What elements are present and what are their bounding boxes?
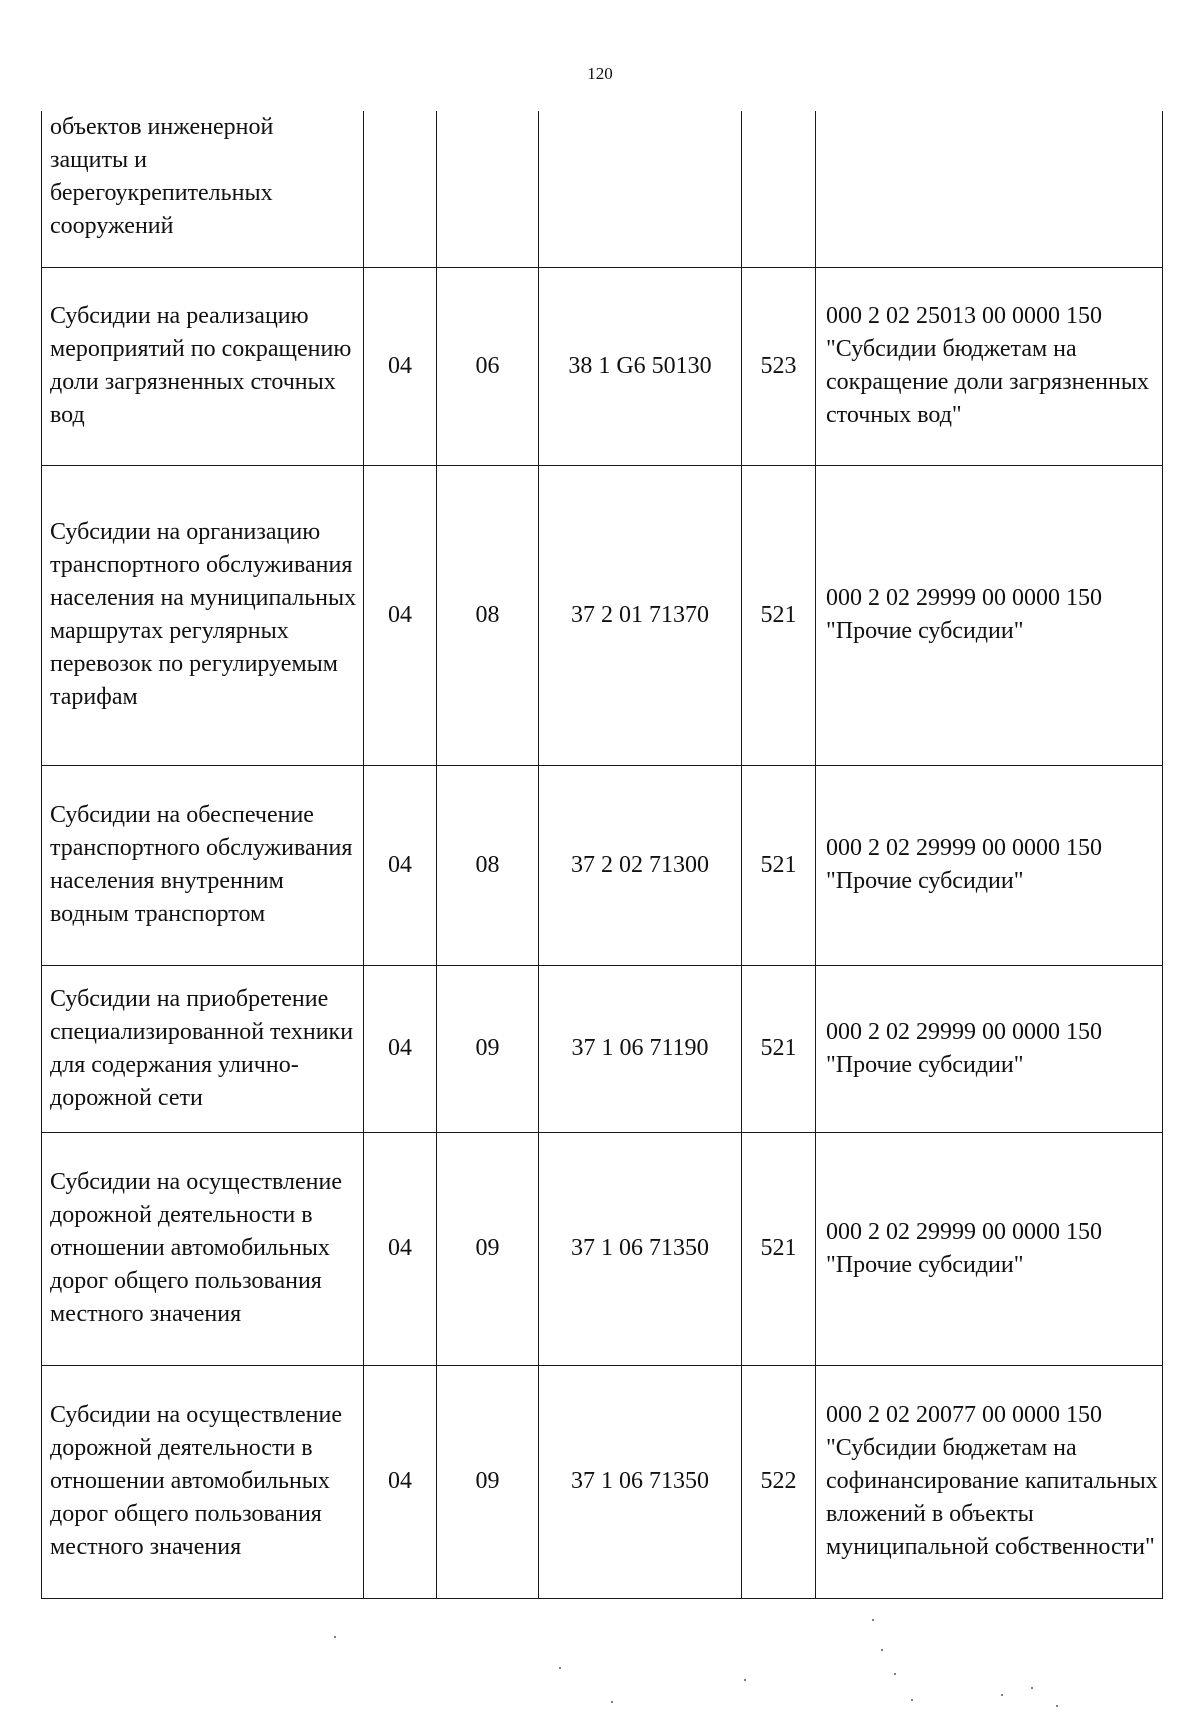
page-number: 120	[587, 64, 613, 83]
scan-speck	[334, 1636, 336, 1638]
scan-speck	[894, 1673, 896, 1675]
subsection-cell: 08	[437, 765, 539, 965]
subsection-cell: 09	[437, 1132, 539, 1365]
income-code-cell: 000 2 02 29999 00 0000 150 "Прочие субсидии"	[816, 465, 1163, 765]
target-article-cell: 38 1 G6 50130	[539, 267, 742, 465]
section-cell: 04	[364, 965, 437, 1132]
target-article-cell: 37 1 06 71350	[539, 1132, 742, 1365]
section-cell: 04	[364, 465, 437, 765]
section-cell: 04	[364, 267, 437, 465]
subsection-cell: 09	[437, 965, 539, 1132]
scan-speck	[744, 1679, 746, 1681]
expense-name-cell: объектов инженерной защиты и берегоукрепительных сооружений	[42, 111, 364, 267]
income-code-cell: 000 2 02 29999 00 0000 150 "Прочие субсидии"	[816, 1132, 1163, 1365]
target-article-cell: 37 1 06 71350	[539, 1365, 742, 1598]
expense-type-cell: 523	[742, 267, 816, 465]
expense-type-cell: 522	[742, 1365, 816, 1598]
section-cell: 04	[364, 1365, 437, 1598]
target-article-cell: 37 2 01 71370	[539, 465, 742, 765]
subsection-cell: 06	[437, 267, 539, 465]
expense-type-cell: 521	[742, 465, 816, 765]
scan-speck	[559, 1667, 561, 1669]
scan-speck	[1056, 1705, 1058, 1707]
scan-speck	[1001, 1694, 1003, 1696]
expense-name-cell: Субсидии на организацию транспортного обслуживания населения на муниципальных маршрутах регулярных перевозок по регулируемым тарифам	[42, 465, 364, 765]
income-code-cell: 000 2 02 29999 00 0000 150 "Прочие субсидии"	[816, 765, 1163, 965]
expense-name-cell: Субсидии на обеспечение транспортного обслуживания населения внутренним водным транспортом	[42, 765, 364, 965]
scan-speck	[881, 1649, 883, 1651]
subsection-cell: 09	[437, 1365, 539, 1598]
target-article-cell: 37 1 06 71190	[539, 965, 742, 1132]
expense-name-cell: Субсидии на приобретение специализированной техники для содержания улично-дорожной сети	[42, 965, 364, 1132]
expense-type-cell: 521	[742, 765, 816, 965]
expense-name-cell: Субсидии на осуществление дорожной деятельности в отношении автомобильных дорог общего пользования местного значения	[42, 1132, 364, 1365]
section-cell: 04	[364, 1132, 437, 1365]
income-code-cell: 000 2 02 25013 00 0000 150 "Субсидии бюджетам на сокращение доли загрязненных сточных вод"	[816, 267, 1163, 465]
expense-name-cell: Субсидии на реализацию мероприятий по сокращению доли загрязненных сточных вод	[42, 267, 364, 465]
scan-speck	[611, 1701, 613, 1703]
scan-speck	[911, 1699, 913, 1701]
income-code-cell: 000 2 02 29999 00 0000 150 "Прочие субсидии"	[816, 965, 1163, 1132]
subsection-cell: 08	[437, 465, 539, 765]
section-cell: 04	[364, 765, 437, 965]
income-code-cell: 000 2 02 20077 00 0000 150 "Субсидии бюджетам на софинансирование капитальных вложений в объекты муниципальной собственности"	[816, 1365, 1163, 1598]
expense-name-cell: Субсидии на осуществление дорожной деятельности в отношении автомобильных дорог общего пользования местного значения	[42, 1365, 364, 1598]
expense-type-cell: 521	[742, 965, 816, 1132]
scan-speck	[1031, 1687, 1033, 1689]
expense-type-cell: 521	[742, 1132, 816, 1365]
target-article-cell: 37 2 02 71300	[539, 765, 742, 965]
scan-speck	[872, 1619, 874, 1621]
